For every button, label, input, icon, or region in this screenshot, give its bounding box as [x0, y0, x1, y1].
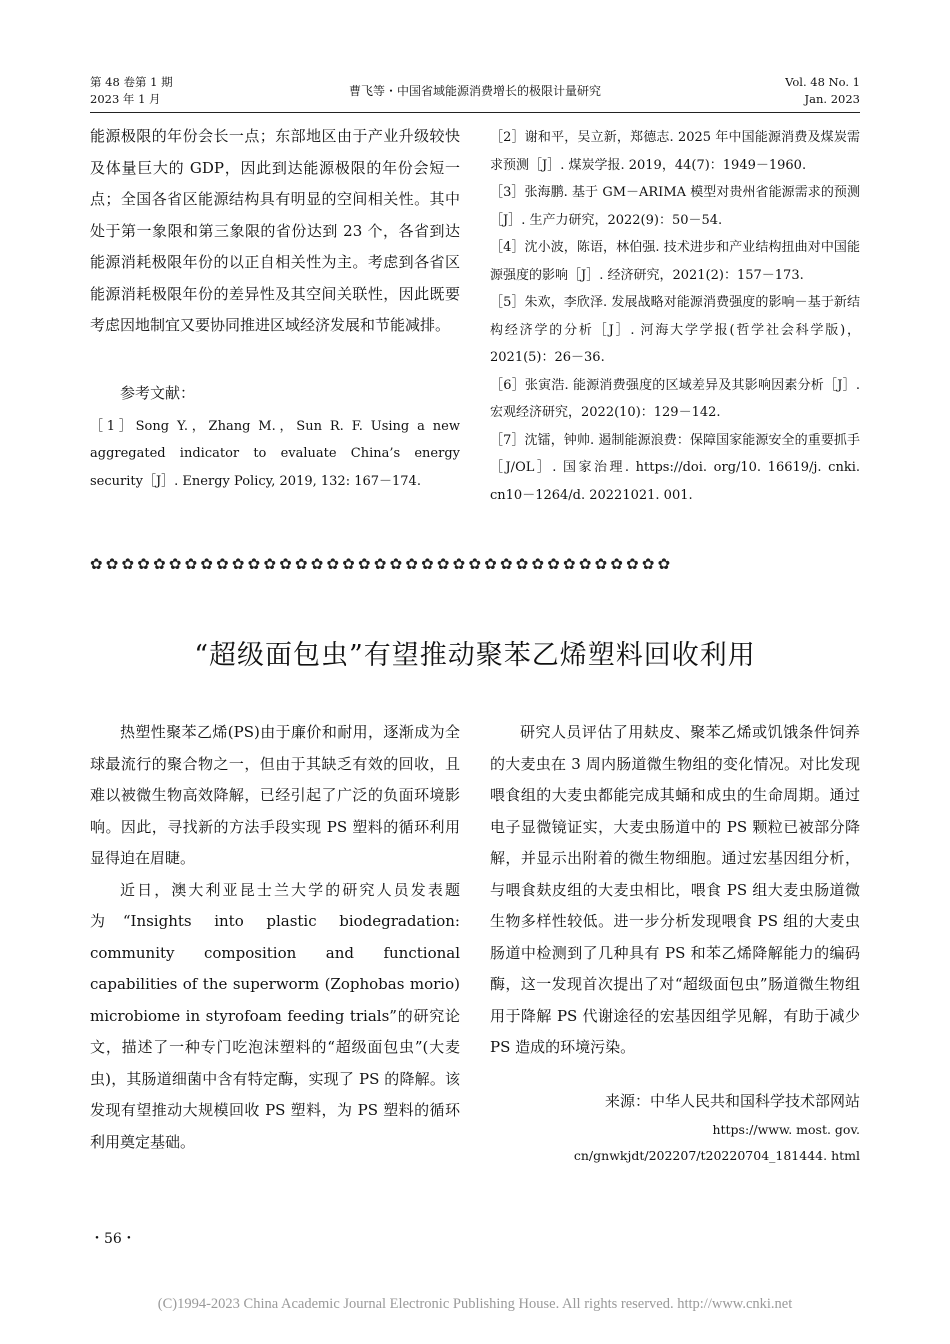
- journal-date: 2023 年 1 月: [90, 92, 161, 106]
- reference-item: ［6］张寅浩. 能源消费强度的区域差异及其影响因素分析［J］. 宏观经济研究，2022(10)：129－142.: [490, 377, 860, 420]
- journal-volume-en: Vol. 48 No. 1: [785, 75, 860, 89]
- source-label: 来源：中华人民共和国科学技术部网站: [604, 1091, 860, 1110]
- journal-volume: 第 48 卷第 1 期: [90, 75, 173, 89]
- references-heading: 参考文献：: [120, 383, 196, 402]
- journal-date-en: Jan. 2023: [804, 92, 860, 106]
- article-left-column: [90, 717, 460, 1158]
- ornament-separator: ✿✿✿✿✿✿✿✿✿✿✿✿✿✿✿✿✿✿✿✿✿✿✿✿✿✿✿✿✿✿✿✿✿✿✿✿✿: [90, 555, 674, 573]
- article-paragraph: 热塑性聚苯乙烯(PS)由于廉价和耐用，逐渐成为全球最流行的聚合物之一，但由于其缺乏有效的回收，且难以被微生物高效降解，已经引起了广泛的负面环境影响。因此，寻找新的方法手段实现 PS 塑料的循环利用显得迫在眉睫。: [90, 723, 460, 867]
- copyright-footer: (C)1994-2023 China Academic Journal Electronic Publishing House. All rights reserved. http://www.cnki.net: [157, 1296, 793, 1312]
- reference-item: ［7］沈镭，钟帅. 遏制能源浪费：保障国家能源安全的重要抓手［J/OL］. 国家治理. https://doi. org/10. 16619/j. cnki. cn10－1264/d. 20221021. 001.: [490, 432, 860, 503]
- prev-article-paragraph: 能源极限的年份会长一点；东部地区由于产业升级较快及体量巨大的 GDP，因此到达能源极限的年份会短一点；全国各省区能源结构具有明显的空间相关性。其中处于第一象限和第三象限的省份达到 23 个，各省到达能源消耗极限年份的以正自相关性为主。考虑到各省区能源消耗极限年份的差异性及其空间关联性，因此既要考虑因地制宜又要协同推进区域经济发展和节能减排。: [90, 127, 460, 334]
- article-paragraph: 研究人员评估了用麸皮、聚苯乙烯或饥饿条件饲养的大麦虫在 3 周内肠道微生物组的变化情况。对比发现喂食组的大麦虫都能完成其蛹和成虫的生命周期。通过电子显微镜证实，大麦虫肠道中的 PS 颗粒已被部分降解，并显示出附着的微生物细胞。通过宏基因组分析，与喂食麸皮组的大麦虫相比，喂食 PS 组大麦虫肠道微生物多样性较低。进一步分析发现喂食 PS 组的大麦虫肠道中检测到了几种具有 PS 和苯乙烯降解能力的编码酶，这一发现首次提出了对“超级面包虫”肠道微生物组用于降解 PS 代谢途径的宏基因组学见解，有助于减少 PS 造成的环境污染。: [490, 723, 860, 1056]
- reference-item: ［3］张海鹏. 基于 GM－ARIMA 模型对贵州省能源需求的预测［J］. 生产力研究，2022(9)：50－54.: [490, 185, 860, 228]
- reference-item: ［1］Song Y.，Zhang M.，Sun R. F. Using a new aggregated indicator to evaluate China’s energy security［J］. Energy Policy, 2019, 132: 167－174.: [90, 418, 460, 489]
- running-title: 曹飞等・中国省域能源消费增长的极限计量研究: [348, 84, 601, 98]
- reference-item: ［2］谢和平，吴立新，郑德志. 2025 年中国能源消费及煤炭需求预测［J］. 煤炭学报. 2019，44(7)：1949－1960.: [490, 130, 860, 173]
- journal-issue-en: [785, 74, 860, 108]
- prev-article-right-column: [490, 124, 860, 509]
- reference-item: ［5］朱欢，李欣泽. 发展战略对能源消费强度的影响－基于新结构经济学的分析［J］. 河海大学学报(哲学社会科学版)，2021(5)：26－36.: [490, 295, 860, 365]
- header-rule: [90, 112, 860, 113]
- article-title: “超级面包虫”有望推动聚苯乙烯塑料回收利用: [194, 640, 756, 671]
- source-url: https://www. most. gov. cn/gnwkjdt/202207/t20220704_181444. html: [573, 1121, 860, 1163]
- article-paragraph: 近日，澳大利亚昆士兰大学的研究人员发表题为“Insights into plastic biodegradation: community composition and functional capabilities of the superworm (Zophobas morio) microbiome in styrofoam feeding trials”的研究论文，描述了一种专门吃泡沫塑料的“超级面包虫”(大麦虫)，其肠道细菌中含有特定酶，实现了 PS 的降解。该发现有望推动大规模回收 PS 塑料，为 PS 塑料的循环利用奠定基础。: [90, 880, 460, 1151]
- article-right-column: [490, 717, 860, 1169]
- page-number: ・56・: [90, 1231, 136, 1247]
- prev-article-left-column: [90, 121, 460, 495]
- reference-item: ［4］沈小波，陈语，林伯强. 技术进步和产业结构扭曲对中国能源强度的影响［J］. 经济研究，2021(2)：157－173.: [490, 240, 860, 283]
